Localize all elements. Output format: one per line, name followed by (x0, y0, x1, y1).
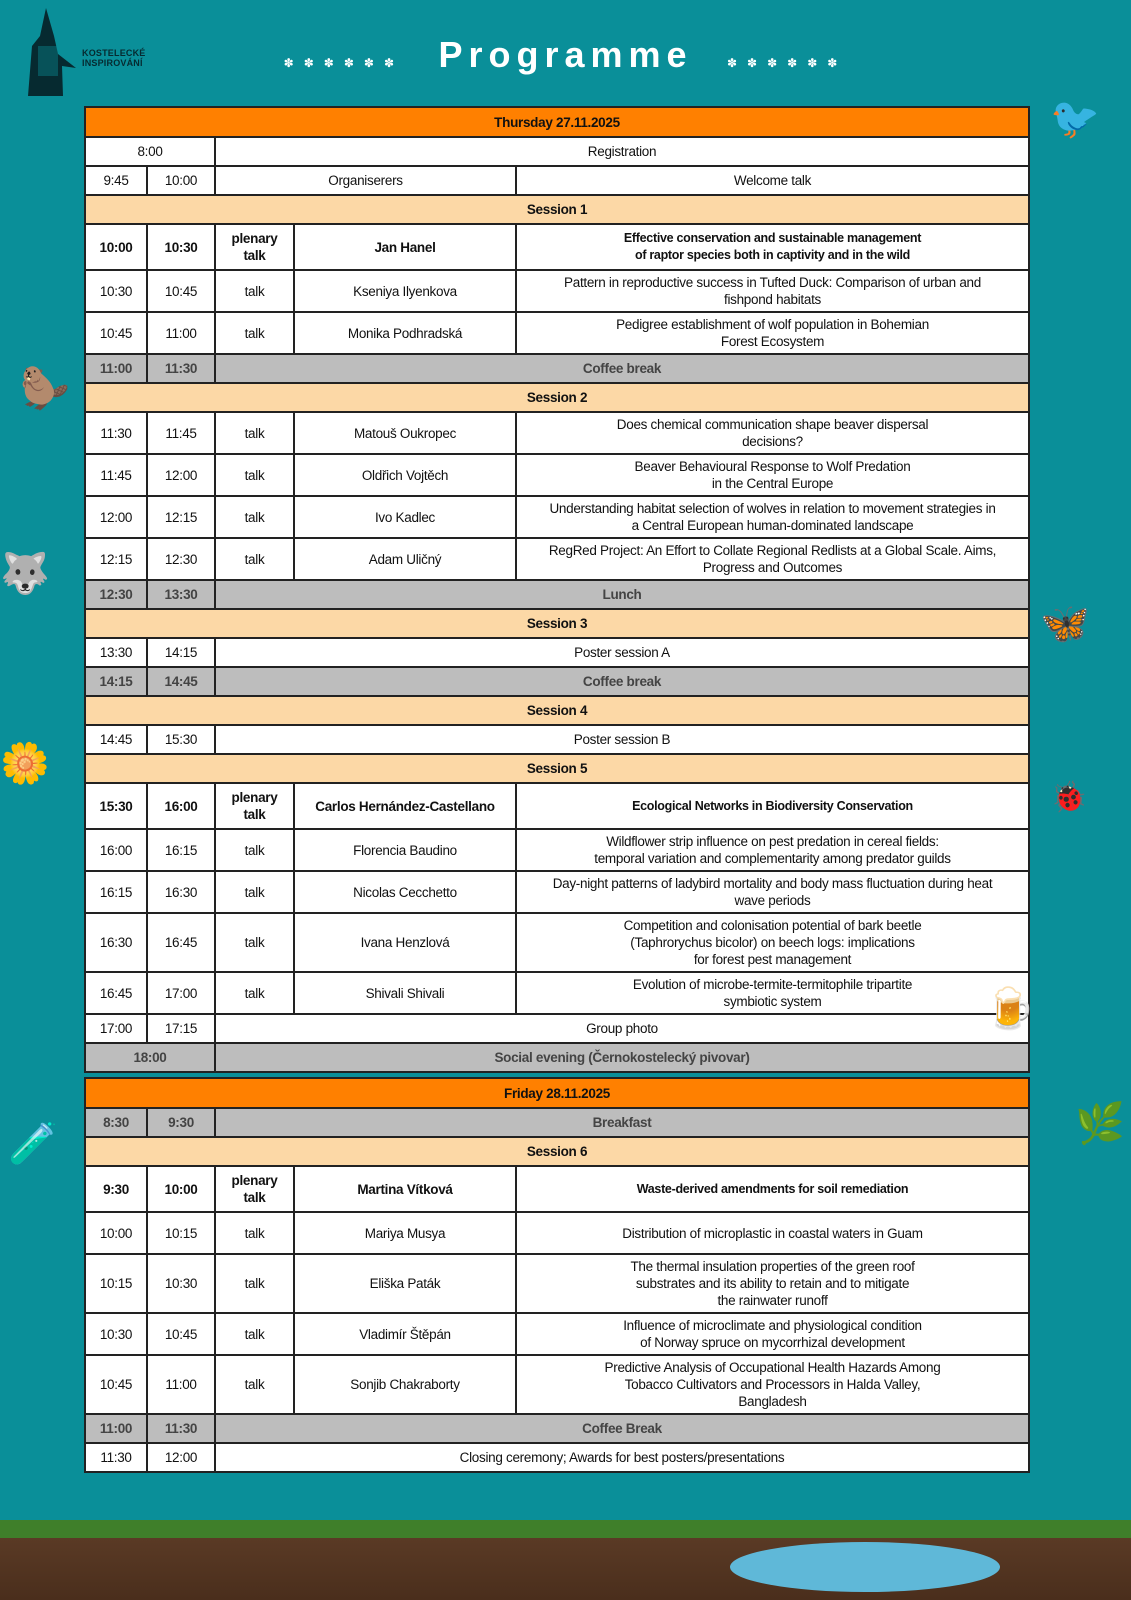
talk-type: talk (216, 1314, 295, 1354)
end-time: 13:30 (148, 581, 216, 608)
day-title: Thursday 27.11.2025 (494, 114, 620, 130)
paw-prints-icon: ✽✽✽✽✽✽ (726, 55, 848, 70)
break-row (86, 1109, 1028, 1138)
start-time: 10:30 (86, 1314, 148, 1354)
friday-schedule-table (84, 1077, 1030, 1473)
talk-row (86, 872, 1028, 914)
butterfly-icon: 🦋 (1040, 602, 1090, 646)
start-time: 12:15 (86, 539, 148, 579)
talk-type: talk (216, 830, 295, 870)
event-row (86, 138, 1028, 167)
talk-type: plenary talk (216, 1167, 295, 1211)
talk-type: talk (216, 914, 295, 971)
start-time: 16:30 (86, 914, 148, 971)
event-label: Group photo (586, 1021, 658, 1036)
plenary-talk-row (86, 784, 1028, 830)
end-time: 10:15 (148, 1213, 216, 1253)
talk-type: talk (216, 973, 295, 1013)
start-time: 10:45 (86, 1356, 148, 1413)
break-row (86, 355, 1028, 384)
end-time: 16:30 (148, 872, 216, 912)
talk-title: Understanding habitat selection of wolves in relation to movement strategies in a Central European human-dominated landscape (549, 501, 996, 533)
talk-row (86, 830, 1028, 872)
end-time: 12:00 (148, 455, 216, 495)
talk-row (86, 313, 1028, 355)
session-header (86, 384, 1028, 413)
talk-type: talk (216, 872, 295, 912)
talk-row (86, 1255, 1028, 1314)
talk-type: talk (216, 1213, 295, 1253)
talk-type: talk (216, 413, 295, 453)
session-title: Session 3 (526, 616, 588, 631)
end-time: 11:00 (148, 313, 216, 353)
talk-row (86, 271, 1028, 313)
talk-row (86, 1314, 1028, 1356)
talk-row (86, 1213, 1028, 1255)
page-title: Programme (438, 34, 693, 75)
break-label: Coffee Break (582, 1421, 662, 1436)
start-time: 11:30 (86, 413, 148, 453)
event-row (86, 1444, 1028, 1471)
speaker: Matouš Oukropec (295, 413, 517, 453)
talk-title: Welcome talk (733, 173, 812, 188)
start-time: 8:30 (86, 1109, 148, 1136)
plenary-talk-row (86, 1167, 1028, 1213)
speaker: Martina Vítková (295, 1167, 517, 1211)
speaker: Oldřich Vojtěch (295, 455, 517, 495)
event-label: Social evening (Černokostelecký pivovar) (494, 1050, 750, 1065)
end-time: 10:30 (148, 1255, 216, 1312)
talk-row (86, 455, 1028, 497)
speaker: Monika Podhradská (295, 313, 517, 353)
speaker: Shivali Shivali (295, 973, 517, 1013)
ladybird-icon: 🐞 (1050, 781, 1088, 814)
talk-title: Ecological Networks in Biodiversity Conservation (632, 798, 913, 813)
talk-row (86, 413, 1028, 455)
start-time: 12:00 (86, 497, 148, 537)
day-header (86, 108, 1028, 138)
end-time: 16:00 (148, 784, 216, 828)
speaker: Sonjib Chakraborty (295, 1356, 517, 1413)
start-time: 14:45 (86, 726, 148, 753)
end-time: 11:45 (148, 413, 216, 453)
start-time: 10:00 (86, 1213, 148, 1253)
start-time: 16:45 (86, 973, 148, 1013)
speaker: Mariya Musya (295, 1213, 517, 1253)
talk-title: Day-night patterns of ladybird mortality and body mass fluctuation during heat wave periods (552, 876, 993, 908)
welcome-row (86, 167, 1028, 196)
end-time: 10:00 (148, 1167, 216, 1211)
end-time: 10:30 (148, 225, 216, 269)
end-time: 10:45 (148, 1314, 216, 1354)
beaver-icon: 🦫 (20, 367, 70, 411)
event-label: Registration (587, 144, 657, 159)
start-time: 14:15 (86, 668, 148, 695)
session-title: Session 2 (526, 390, 588, 405)
talk-row (86, 1356, 1028, 1415)
talk-type: talk (216, 271, 295, 311)
break-label: Coffee break (582, 361, 662, 376)
end-time: 12:15 (148, 497, 216, 537)
end-time: 16:15 (148, 830, 216, 870)
speaker: Organiserers (216, 167, 517, 194)
talk-title: Pattern in reproductive success in Tufted Duck: Comparison of urban and fishpond habitats (564, 275, 981, 307)
header (0, 34, 1131, 76)
break-row (86, 1415, 1028, 1444)
end-time: 17:00 (148, 973, 216, 1013)
talk-row (86, 497, 1028, 539)
start-time: 16:00 (86, 830, 148, 870)
speaker: Kseniya Ilyenkova (295, 271, 517, 311)
time: 8:00 (86, 138, 216, 165)
speaker: Adam Uličný (295, 539, 517, 579)
talk-type: talk (216, 497, 295, 537)
break-row (86, 1044, 1028, 1071)
end-time: 17:15 (148, 1015, 216, 1042)
start-time: 16:15 (86, 872, 148, 912)
bird-icon: 🐦 (1050, 97, 1100, 141)
start-time: 11:30 (86, 1444, 148, 1471)
talk-type: talk (216, 455, 295, 495)
talk-type: talk (216, 1255, 295, 1312)
talk-title: Pedigree establishment of wolf population in Bohemian Forest Ecosystem (616, 317, 929, 349)
end-time: 11:30 (148, 1415, 216, 1442)
start-time: 10:30 (86, 271, 148, 311)
wolf-icon: 🐺 (0, 552, 50, 596)
speaker: Carlos Hernández-Castellano (295, 784, 517, 828)
speaker: Ivana Henzlová (295, 914, 517, 971)
talk-type: talk (216, 1356, 295, 1413)
paw-prints-icon: ✽✽✽✽✽✽ (283, 55, 404, 70)
start-time: 12:30 (86, 581, 148, 608)
start-time: 11:00 (86, 1415, 148, 1442)
logo-text-line1: KOSTELECKÉ (82, 48, 146, 58)
thursday-schedule-table (84, 106, 1030, 1073)
start-time: 11:00 (86, 355, 148, 382)
flask-icon: 🧪 (8, 1122, 58, 1166)
start-time: 11:45 (86, 455, 148, 495)
talk-title: Evolution of microbe-termite-termitophile tripartite symbiotic system (632, 977, 913, 1009)
end-time: 12:30 (148, 539, 216, 579)
break-label: Lunch (602, 587, 642, 602)
end-time: 10:00 (148, 167, 216, 194)
event-row (86, 1015, 1028, 1044)
start-time: 10:15 (86, 1255, 148, 1312)
session-header (86, 196, 1028, 225)
speaker: Jan Hanel (295, 225, 517, 269)
event-label: Poster session A (574, 645, 670, 660)
talk-row (86, 539, 1028, 581)
start-time: 13:30 (86, 639, 148, 666)
end-time: 10:45 (148, 271, 216, 311)
end-time: 11:00 (148, 1356, 216, 1413)
flowers-icon: 🌼 (0, 742, 50, 786)
beer-mugs-icon: 🍺 (985, 987, 1035, 1031)
session-title: Session 5 (526, 761, 588, 776)
talk-type: talk (216, 313, 295, 353)
talk-title: Effective conservation and sustainable management of raptor species both in captivity and in the wild (623, 231, 922, 262)
talk-title: Distribution of microplastic in coastal waters in Guam (622, 1225, 923, 1241)
time: 18:00 (86, 1044, 216, 1071)
talk-type: plenary talk (216, 784, 295, 828)
session-header (86, 697, 1028, 726)
talk-title: Wildflower strip influence on pest predation in cereal fields: temporal variation and complementarity among predator guilds (594, 834, 951, 866)
end-time: 14:15 (148, 639, 216, 666)
talk-title: Waste-derived amendments for soil remediation (636, 1181, 909, 1196)
break-row (86, 668, 1028, 697)
day-title: Friday 28.11.2025 (504, 1085, 610, 1101)
session-header (86, 755, 1028, 784)
speaker: Ivo Kadlec (295, 497, 517, 537)
event-label: Closing ceremony; Awards for best posters/presentations (459, 1450, 785, 1465)
session-title: Session 1 (526, 202, 588, 217)
start-time: 10:45 (86, 313, 148, 353)
speaker: Nicolas Cecchetto (295, 872, 517, 912)
session-header (86, 1138, 1028, 1167)
session-header (86, 610, 1028, 639)
day-header (86, 1079, 1028, 1109)
talk-title: Predictive Analysis of Occupational Health Hazards Among Tobacco Cultivators and Processors in Halda Valley, Bangladesh (604, 1360, 941, 1409)
break-row (86, 581, 1028, 610)
end-time: 9:30 (148, 1109, 216, 1136)
talk-title: Beaver Behavioural Response to Wolf Predation in the Central Europe (634, 459, 911, 491)
hops-icon: 🌿 (1075, 1102, 1125, 1146)
start-time: 17:00 (86, 1015, 148, 1042)
event-row (86, 726, 1028, 755)
start-time: 9:45 (86, 167, 148, 194)
talk-title: Does chemical communication shape beaver dispersal decisions? (616, 417, 929, 449)
speaker: Eliška Paták (295, 1255, 517, 1312)
break-label: Coffee break (582, 674, 662, 689)
pond-decoration (730, 1542, 1000, 1592)
end-time: 14:45 (148, 668, 216, 695)
talk-title: RegRed Project: An Effort to Collate Regional Redlists at a Global Scale. Aims, Progress and Outcomes (548, 543, 997, 575)
plenary-talk-row (86, 225, 1028, 271)
speaker: Vladimír Štěpán (295, 1314, 517, 1354)
logo-text-line2: INSPIROVÁNÍ (82, 58, 143, 68)
start-time: 9:30 (86, 1167, 148, 1211)
speaker: Florencia Baudino (295, 830, 517, 870)
end-time: 16:45 (148, 914, 216, 971)
talk-row (86, 973, 1028, 1015)
event-row (86, 639, 1028, 668)
talk-type: talk (216, 539, 295, 579)
talk-title: Influence of microclimate and physiological condition of Norway spruce on mycorrhizal development (623, 1318, 922, 1350)
talk-type: plenary talk (216, 225, 295, 269)
talk-row (86, 914, 1028, 973)
start-time: 10:00 (86, 225, 148, 269)
session-title: Session 6 (526, 1144, 588, 1159)
talk-title: Competition and colonisation potential of bark beetle (Taphrorychus bicolor) on beech logs: implications for forest pest management (623, 918, 922, 967)
break-label: Breakfast (592, 1115, 652, 1130)
event-label: Poster session B (573, 732, 671, 747)
end-time: 15:30 (148, 726, 216, 753)
session-title: Session 4 (526, 703, 588, 718)
start-time: 15:30 (86, 784, 148, 828)
end-time: 11:30 (148, 355, 216, 382)
talk-title: The thermal insulation properties of the green roof substrates and its ability to retain and to mitigate the rainwater runoff (630, 1259, 915, 1308)
end-time: 12:00 (148, 1444, 216, 1471)
